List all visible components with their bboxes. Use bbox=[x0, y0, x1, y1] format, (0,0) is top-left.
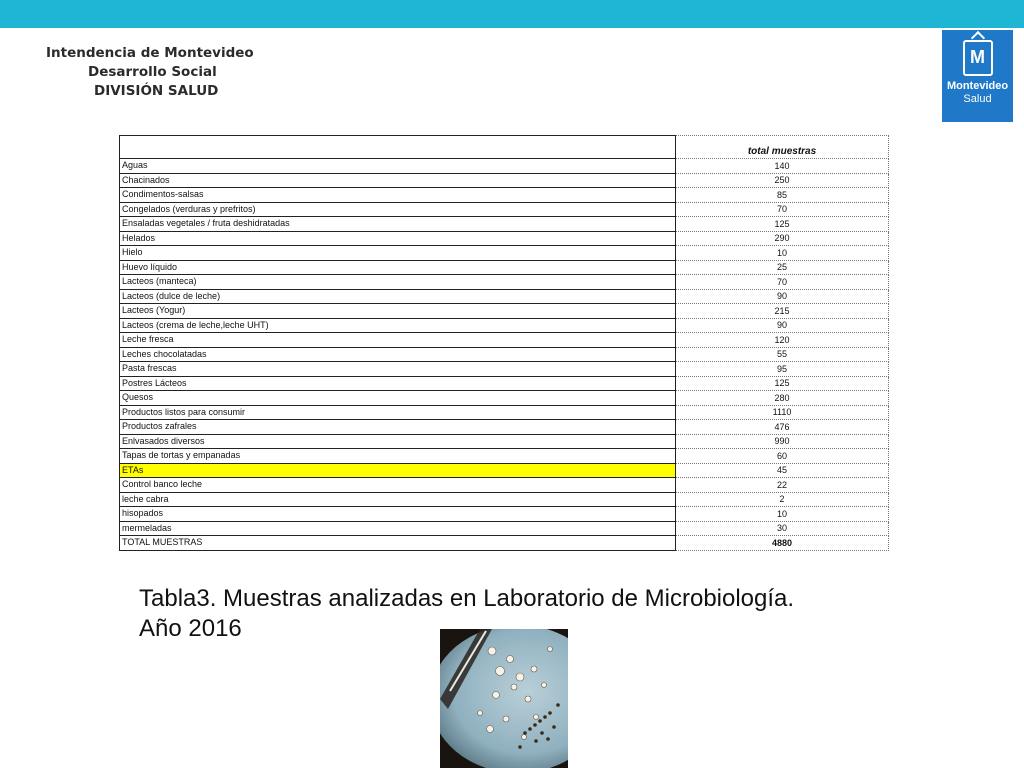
table-row bbox=[120, 333, 889, 348]
row-label: Postres Lácteos bbox=[120, 376, 676, 391]
row-value: 125 bbox=[676, 217, 889, 232]
table-row bbox=[120, 304, 889, 319]
table-row bbox=[120, 478, 889, 493]
row-value: 70 bbox=[676, 202, 889, 217]
table-row bbox=[120, 231, 889, 246]
row-value: 30 bbox=[676, 521, 889, 536]
table-header-row bbox=[120, 136, 889, 159]
table-row bbox=[120, 159, 889, 174]
row-value: 85 bbox=[676, 188, 889, 203]
table-row bbox=[120, 405, 889, 420]
row-value: 22 bbox=[676, 478, 889, 493]
row-value: 215 bbox=[676, 304, 889, 319]
row-value: 55 bbox=[676, 347, 889, 362]
table-row bbox=[120, 492, 889, 507]
header-empty-cell bbox=[120, 136, 676, 159]
row-value: 2 bbox=[676, 492, 889, 507]
row-value: 120 bbox=[676, 333, 889, 348]
petri-dish-image bbox=[440, 629, 568, 768]
organization-header bbox=[0, 44, 254, 101]
org-department: Desarrollo Social bbox=[88, 64, 217, 80]
row-label: Hielo bbox=[120, 246, 676, 261]
row-value: 250 bbox=[676, 173, 889, 188]
m-house-icon: M bbox=[963, 40, 993, 76]
table-row bbox=[120, 318, 889, 333]
row-label: mermeladas bbox=[120, 521, 676, 536]
row-label: leche cabra bbox=[120, 492, 676, 507]
table-row bbox=[120, 507, 889, 522]
org-name: Intendencia de Montevideo bbox=[46, 45, 254, 61]
table-row bbox=[120, 420, 889, 435]
petri-dish-photo bbox=[440, 629, 568, 768]
row-label: Tapas de tortas y empanadas bbox=[120, 449, 676, 464]
row-label: Helados bbox=[120, 231, 676, 246]
table-row bbox=[120, 376, 889, 391]
table-row bbox=[120, 521, 889, 536]
row-label: Huevo líquido bbox=[120, 260, 676, 275]
row-label: hisopados bbox=[120, 507, 676, 522]
row-label: Lacteos (Yogur) bbox=[120, 304, 676, 319]
table-row bbox=[120, 246, 889, 261]
table-row bbox=[120, 463, 889, 478]
row-value: 280 bbox=[676, 391, 889, 406]
org-division: DIVISIÓN SALUD bbox=[94, 83, 219, 99]
row-value: 60 bbox=[676, 449, 889, 464]
row-value: 95 bbox=[676, 362, 889, 377]
row-value: 25 bbox=[676, 260, 889, 275]
row-label: Lacteos (crema de leche,leche UHT) bbox=[120, 318, 676, 333]
table-row bbox=[120, 289, 889, 304]
row-label: Lacteos (dulce de leche) bbox=[120, 289, 676, 304]
total-row bbox=[120, 536, 889, 551]
row-value: 10 bbox=[676, 246, 889, 261]
samples-table bbox=[119, 135, 889, 551]
row-label: Productos zafrales bbox=[120, 420, 676, 435]
row-value: 140 bbox=[676, 159, 889, 174]
row-value: 125 bbox=[676, 376, 889, 391]
logo-text-health: Salud bbox=[963, 93, 992, 105]
row-label: Condimentos-salsas bbox=[120, 188, 676, 203]
total-label: TOTAL MUESTRAS bbox=[120, 536, 676, 551]
table-row bbox=[120, 275, 889, 290]
total-value: 4880 bbox=[676, 536, 889, 551]
row-label: Leches chocolatadas bbox=[120, 347, 676, 362]
caption-year: Año 2016 bbox=[139, 615, 242, 642]
row-value: 90 bbox=[676, 289, 889, 304]
row-value: 90 bbox=[676, 318, 889, 333]
table-row bbox=[120, 173, 889, 188]
table-row bbox=[120, 217, 889, 232]
row-label: Aguas bbox=[120, 159, 676, 174]
table-row bbox=[120, 391, 889, 406]
row-value: 290 bbox=[676, 231, 889, 246]
row-value: 476 bbox=[676, 420, 889, 435]
row-label: Congelados (verduras y prefritos) bbox=[120, 202, 676, 217]
caption-title: Tabla3. Muestras analizadas en Laboratorio de Microbiología. bbox=[139, 585, 795, 612]
row-label: Ensaladas vegetales / fruta deshidratadas bbox=[120, 217, 676, 232]
table-row bbox=[120, 434, 889, 449]
row-label: Lacteos (manteca) bbox=[120, 275, 676, 290]
top-accent-bar bbox=[0, 0, 1024, 28]
table-row bbox=[120, 362, 889, 377]
logo-text-city: Montevideo bbox=[946, 80, 1009, 92]
montevideo-salud-logo bbox=[942, 30, 1013, 122]
row-label: Control banco leche bbox=[120, 478, 676, 493]
row-label: Chacinados bbox=[120, 173, 676, 188]
row-label: Pasta frescas bbox=[120, 362, 676, 377]
table-row bbox=[120, 260, 889, 275]
row-label: Enlvasados diversos bbox=[120, 434, 676, 449]
row-label: Leche fresca bbox=[120, 333, 676, 348]
row-value: 10 bbox=[676, 507, 889, 522]
row-value: 70 bbox=[676, 275, 889, 290]
row-value: 1110 bbox=[676, 405, 889, 420]
row-value: 45 bbox=[676, 463, 889, 478]
table-row bbox=[120, 347, 889, 362]
row-value: 990 bbox=[676, 434, 889, 449]
column-header-total: total muestras bbox=[676, 136, 889, 159]
row-label: ETAs bbox=[120, 463, 676, 478]
table-row bbox=[120, 202, 889, 217]
table-row bbox=[120, 449, 889, 464]
row-label: Quesos bbox=[120, 391, 676, 406]
table-row bbox=[120, 188, 889, 203]
row-label: Productos listos para consumir bbox=[120, 405, 676, 420]
